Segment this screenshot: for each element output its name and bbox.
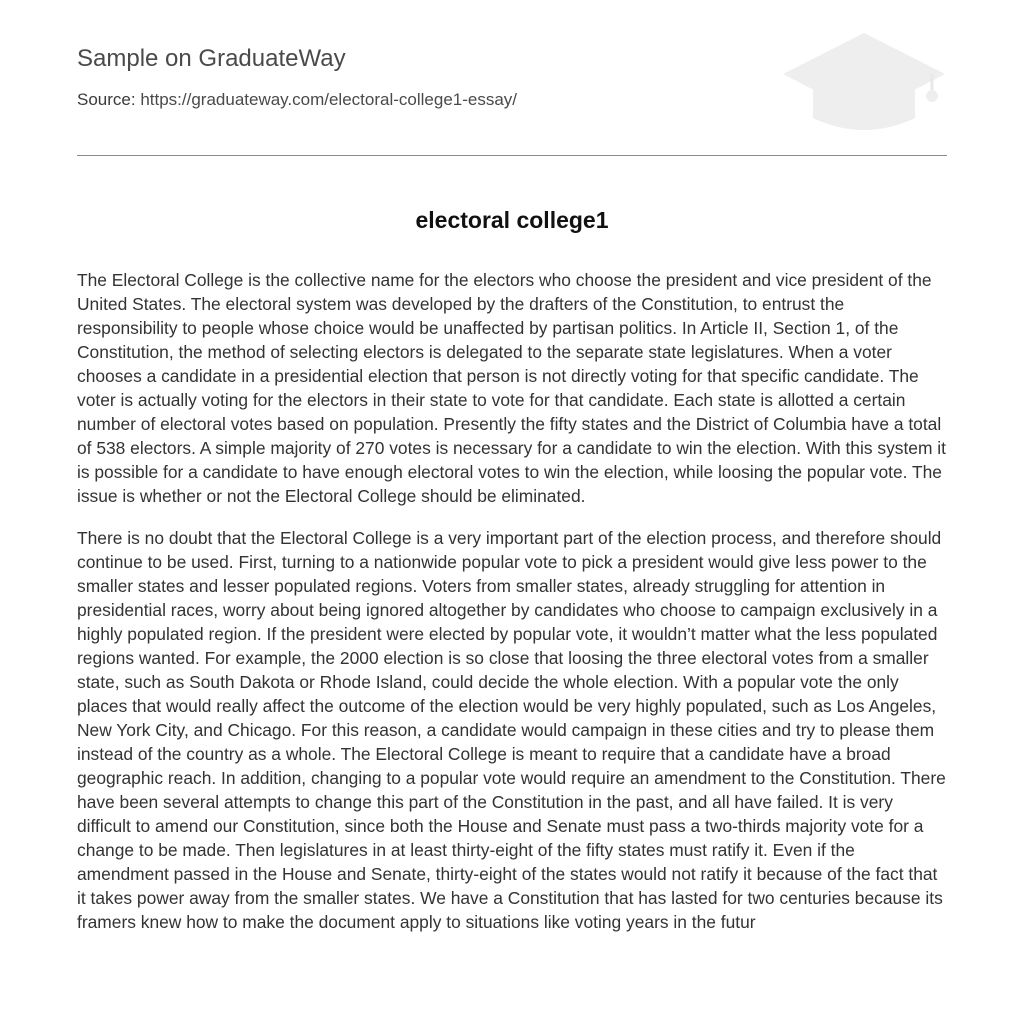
document-title: electoral college1 [415,207,609,233]
essay-body [77,268,947,952]
header-divider [77,155,947,156]
page-header [77,0,947,156]
paragraph: The Electoral College is the collective name for the electors who choose the president and vice president of the United States. The electoral system was developed by the drafters of the Constitution, to entrust the responsibility to people whose choice would be unaffected by partisan politics. In Article II, Section 1, of the Constitution, the method of selecting electors is delegated to the separate state legislatures. When a voter chooses a candidate in a presidential election that person is not directly voting for that specific candidate. The voter is actually voting for the electors in their state to vote for that candidate. Each state is allotted a certain number of electoral votes based on population. Presently the fifty states and the District of Columbia have a total of 538 electors. A simple majority of 270 votes is necessary for a candidate to win the election. With this system it is possible for a candidate to have enough electoral votes to win the election, while loosing the popular vote. The issue is whether or not the Electoral College should be eliminated. [77,270,946,506]
source-line [77,89,517,111]
graduation-cap-icon [781,30,947,134]
site-title: Sample on GraduateWay [77,45,346,72]
source-link[interactable]: https://graduateway.com/electoral-college1-essay/ [140,90,518,109]
source-label: Source: [77,90,141,109]
paragraph: There is no doubt that the Electoral College is a very important part of the election process, and therefore should continue to be used. First, turning to a nationwide popular vote to pick a president would give less power to the smaller states and lesser populated regions. Voters from smaller states, already struggling for attention in presidential races, worry about being ignored altogether by candidates who choose to campaign exclusively in a highly populated region. If the president were elected by popular vote, it wouldn’t matter what the less populated regions wanted. For example, the 2000 election is so close that loosing the three electoral votes from a smaller state, such as South Dakota or Rhode Island, could decide the whole election. With a popular vote the only places that would really affect the outcome of the election would be very highly populated, such as Los Angeles, New York City, and Chicago. For this reason, a candidate would campaign in these cities and try to please them instead of the country as a whole. The Electoral College is meant to require that a candidate have a broad geographic reach. In addition, changing to a popular vote would require an amendment to the Constitution. There have been several attempts to change this part of the Constitution in the past, and all have failed. It is very difficult to amend our Constitution, since both the House and Senate must pass a two-thirds majority vote for a change to be made. Then legislatures in at least thirty-eight of the fifty states must ratify it. Even if the amendment passed in the House and Senate, thirty-eight of the states would not ratify it because of the fact that it takes power away from the smaller states. We have a Constitution that has lasted for two centuries because its framers knew how to make the document apply to situations like voting years in the futur [77,528,946,932]
